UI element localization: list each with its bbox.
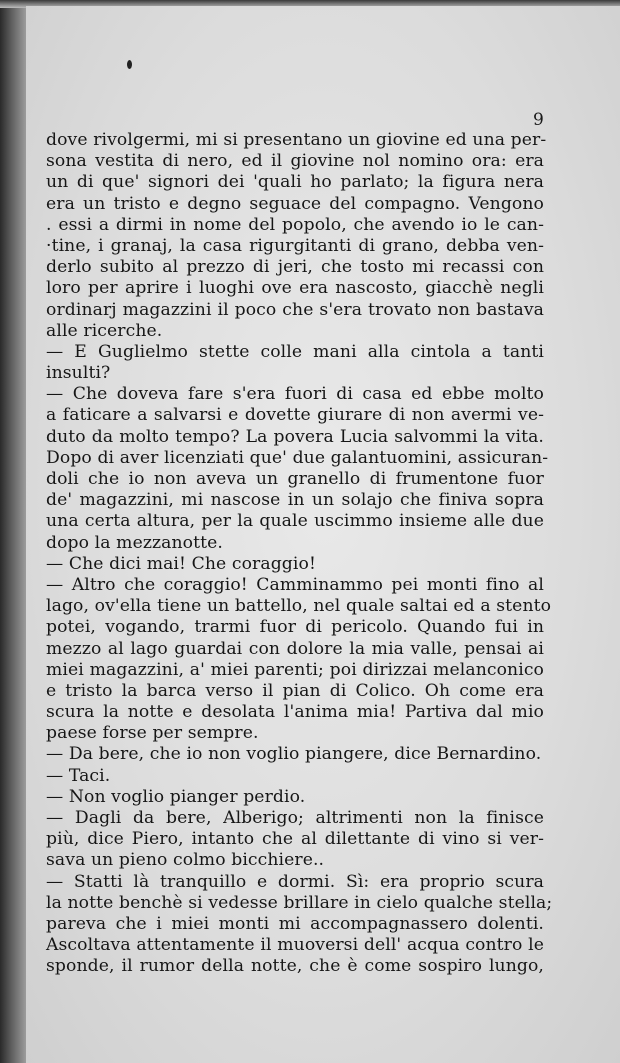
text-line: paese forse per sempre. (46, 723, 259, 744)
text-line: era un tristo e degno seguace del compagno. Vengono (46, 193, 544, 214)
text-line: . essi a dirmi in nome del popolo, che avendo io le can- (46, 214, 544, 235)
text-line: duto da molto tempo? La povera Lucia salvommi la vita. (46, 426, 544, 447)
text-line: de' magazzini, mi nascose in un solajo che finiva sopra (46, 490, 544, 511)
text-line: mezzo al lago guardai con dolore la mia valle, pensai ai (46, 638, 544, 659)
text-line: sponde, il rumor della notte, che è come sospiro lungo, (46, 956, 544, 977)
text-line: Dopo di aver licenziati que' due galantuomini, assicuran- (46, 447, 549, 468)
text-line: una certa altura, per la quale uscimmo insieme alle due (46, 511, 544, 532)
text-line: scura la notte e desolata l'anima mia! Partiva dal mio (46, 702, 544, 723)
text-line: — Taci. (46, 765, 111, 786)
text-line: alle ricerche. (46, 320, 163, 341)
binding-shadow (0, 0, 26, 1063)
text-line: loro per aprire i luoghi ove era nascosto, giacchè negli (46, 278, 544, 299)
book-page (26, 6, 620, 1063)
text-line: un di que' signori dei 'quali ho parlato; la figura nera (46, 172, 544, 193)
text-line: dove rivolgermi, mi si presentano un giovine ed una per- (46, 130, 547, 150)
text-line: — Dagli da bere, Alberigo; altrimenti non la finisce (46, 808, 544, 828)
text-line: la notte benchè si vedesse brillare in cielo qualche stella; (46, 892, 553, 913)
page-number: 9 (533, 110, 544, 130)
text-line: insulti? (46, 363, 111, 384)
text-line: sava un pieno colmo bicchiere.. (46, 850, 325, 871)
text-line: sona vestita di nero, ed il giovine nol nomino ora: era (46, 151, 544, 172)
body-text (46, 130, 553, 978)
text-line: lago, ov'ella tiene un battello, nel quale saltai ed a stento (46, 596, 552, 617)
text-line: dopo la mezzanotte. (46, 532, 223, 553)
text-line: — Altro che coraggio! Camminammo pei monti fino al (46, 574, 544, 595)
text-line: potei, vogando, trarmi fuor di pericolo. Quando fui in (46, 617, 544, 638)
text-line: doli che io non aveva un granello di frumentone fuor (46, 469, 544, 489)
text-line: — Da bere, che io non voglio piangere, dice Bernardino. (46, 744, 542, 765)
text-line: miei magazzini, a' miei parenti; poi dirizzai melanconico (46, 659, 544, 680)
text-line: — E Guglielmo stette colle mani alla cintola a tanti (46, 341, 544, 362)
text-line: ·tine, i granaj, la casa rigurgitanti di grano, debba ven- (46, 235, 544, 256)
text-line: derlo subito al prezzo di jeri, che tosto mi recassi con (46, 257, 544, 278)
text-line: — Non voglio pianger perdio. (46, 786, 306, 807)
text-line: più, dice Piero, intanto che al dilettante di vino si ver- (46, 829, 544, 850)
ink-speck (127, 60, 132, 69)
text-line: Ascoltava attentamente il muoversi dell' acqua contro le (46, 935, 544, 956)
text-line: — Statti là tranquillo e dormi. Sì: era proprio scura (46, 871, 544, 892)
text-line: pareva che i miei monti mi accompagnassero dolenti. (46, 913, 544, 934)
text-line: — Che doveva fare s'era fuori di casa ed ebbe molto (46, 384, 544, 405)
text-line: — Che dici mai! Che coraggio! (46, 553, 316, 574)
text-line: a faticare a salvarsi e dovette giurare di non avermi ve- (46, 405, 544, 426)
text-line: ordinarj magazzini il poco che s'era trovato non bastava (46, 299, 544, 320)
text-line: e tristo la barca verso il pian di Colico. Oh come era (46, 680, 544, 701)
